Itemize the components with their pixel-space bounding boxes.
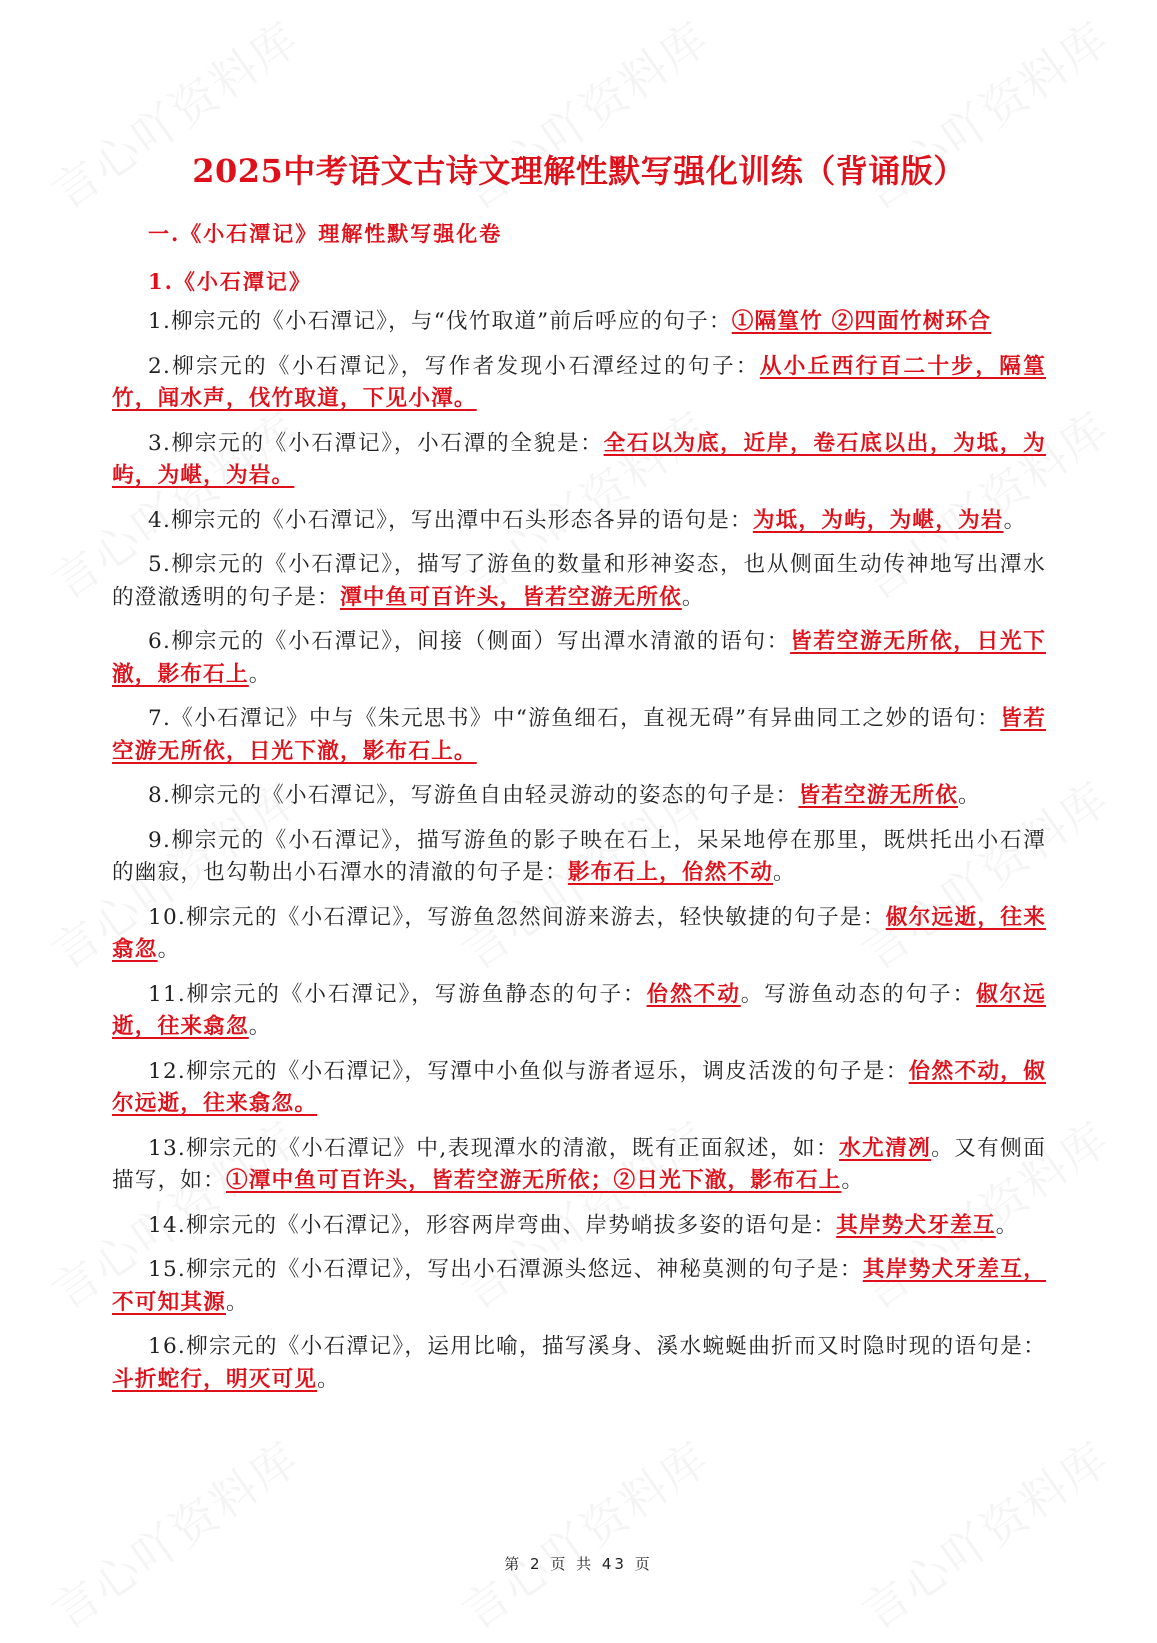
question-tail: 。又有侧面描写，如： [112,1135,1046,1193]
question-text: 13.柳宗元的《小石潭记》中,表现潭水的清澈，既有正面叙述，如： [148,1135,840,1161]
question-tail: 。 [157,937,181,962]
answer-text: ①隔篁竹 ②四面竹树环合 [731,309,992,334]
question-text: 1.柳宗元的《小石潭记》，与“伐竹取道”前后呼应的句子： [148,309,732,334]
question-item [112,351,1046,416]
question-tail: 。 [681,584,705,610]
question-tail: 。 [773,860,796,885]
question-item [112,825,1046,890]
answer-text: 皆若空游无所依 [798,783,958,808]
question-item [112,549,1046,614]
answer-text: 为坻，为屿，为嵁，为岩 [752,507,1004,533]
question-tail: 。 [1003,507,1027,533]
answer-text-2: 俶尔远逝，往来翕忽 [112,981,1046,1039]
answer-text-2: ①潭中鱼可百许头，皆若空游无所依；②日光下澈，影布石上 [225,1168,842,1193]
answer-text: 其岸势犬牙差互 [836,1212,996,1238]
answer-text: 佁然不动 [646,981,741,1007]
question-text: 9.柳宗元的《小石潭记》，描写游鱼的影子映在石上，呆呆地停在那里，既烘托出小石潭的幽寂，也勾勒出小石潭水的清澈的句子是： [112,827,1046,885]
question-text: 10.柳宗元的《小石潭记》，写游鱼忽然间游来游去，轻快敏捷的句子是： [148,904,886,930]
question-text: 16.柳宗元的《小石潭记》，运用比喻，描写溪身、溪水蜿蜒曲折而又时隐时现的语句是： [148,1334,1046,1359]
question-tail: 。 [958,783,981,808]
question-text: 6.柳宗元的《小石潭记》，间接（侧面）写出潭水清澈的语句： [148,629,791,654]
question-tail: 。 [995,1212,1019,1238]
question-tail: 。 [225,1289,249,1315]
answer-text: 全石以为底，近岸，卷石底以出，为坻，为屿，为嵁，为岩。 [112,430,1046,488]
question-text: 11.柳宗元的《小石潭记》，写游鱼静态的句子： [148,981,647,1007]
question-text: 15.柳宗元的《小石潭记》，写出小石潭源头悠远、神秘莫测的句子是： [148,1257,863,1282]
question-item [112,1133,1046,1198]
question-item [112,703,1046,768]
page-number-footer: 第 2 页 共 43 页 [504,1555,653,1573]
question-text: 8.柳宗元的《小石潭记》，写游鱼自由轻灵游动的姿态的句子是： [148,783,799,808]
question-item [112,902,1046,967]
question-tail-2: 。 [841,1168,865,1193]
answer-text: 斗折蛇行，明灭可见 [112,1366,318,1392]
question-text: 7.《小石潭记》中与《朱元思书》中“游鱼细石，直视无碍”有异曲同工之妙的语句： [148,706,1001,731]
answer-text: 从小丘西行百二十步，隔篁竹，闻水声，伐竹取道，下见小潭。 [112,353,1046,411]
question-text: 5.柳宗元的《小石潭记》，描写了游鱼的数量和形神姿态，也从侧面生动传神地写出潭水的澄澈透明的句子是： [112,552,1046,610]
question-text: 3.柳宗元的《小石潭记》，小石潭的全貌是： [148,430,604,456]
question-text: 2.柳宗元的《小石潭记》，写作者发现小石潭经过的句子： [148,353,760,379]
watermark [847,1423,1121,1642]
question-item [112,780,1046,813]
question-item [112,1210,1046,1243]
answer-text: 水尤清冽 [839,1135,932,1161]
answer-text: 佁然不动，俶尔远逝，往来翕忽。 [112,1058,1047,1116]
watermark [37,1423,311,1642]
question-tail: 。 [317,1366,340,1392]
answer-text: 其岸势犬牙差互，不可知其源 [112,1257,1046,1315]
document-title: 2025中考语文古诗文理解性默写强化训练（背诵版） [192,152,966,190]
question-text: 12.柳宗元的《小石潭记》，写潭中小鱼似与游者逗乐，调皮活泼的句子是： [148,1058,909,1084]
question-item [112,626,1046,691]
question-tail: 。 [248,661,272,687]
answer-text: 皆若空游无所依，日光下澈，影布石上 [112,629,1047,687]
answer-text: 影布石上，佁然不动 [567,860,774,885]
question-item [112,1331,1046,1396]
question-item [112,1254,1046,1319]
answer-text: 潭中鱼可百许头，皆若空游无所依 [339,584,682,610]
sub-heading: 1.《小石潭记》 [148,269,312,294]
question-tail: 。写游鱼动态的句子： [740,981,977,1007]
question-item [112,1056,1046,1121]
question-list [112,306,1046,1408]
question-item [112,306,1046,339]
question-item [112,428,1046,493]
watermark [447,1423,721,1642]
question-text: 4.柳宗元的《小石潭记》，写出潭中石头形态各异的语句是： [148,507,753,533]
answer-text: 皆若空游无所依，日光下澈，影布石上。 [112,706,1047,764]
question-item [112,979,1046,1044]
question-tail-2: 。 [248,1014,272,1039]
section-heading: 一.《小石潭记》理解性默写强化卷 [148,221,503,246]
question-item [112,505,1046,538]
answer-text: 俶尔远逝，往来翕忽 [112,904,1047,962]
question-text: 14.柳宗元的《小石潭记》，形容两岸弯曲、岸势峭拔多姿的语句是： [148,1212,837,1238]
